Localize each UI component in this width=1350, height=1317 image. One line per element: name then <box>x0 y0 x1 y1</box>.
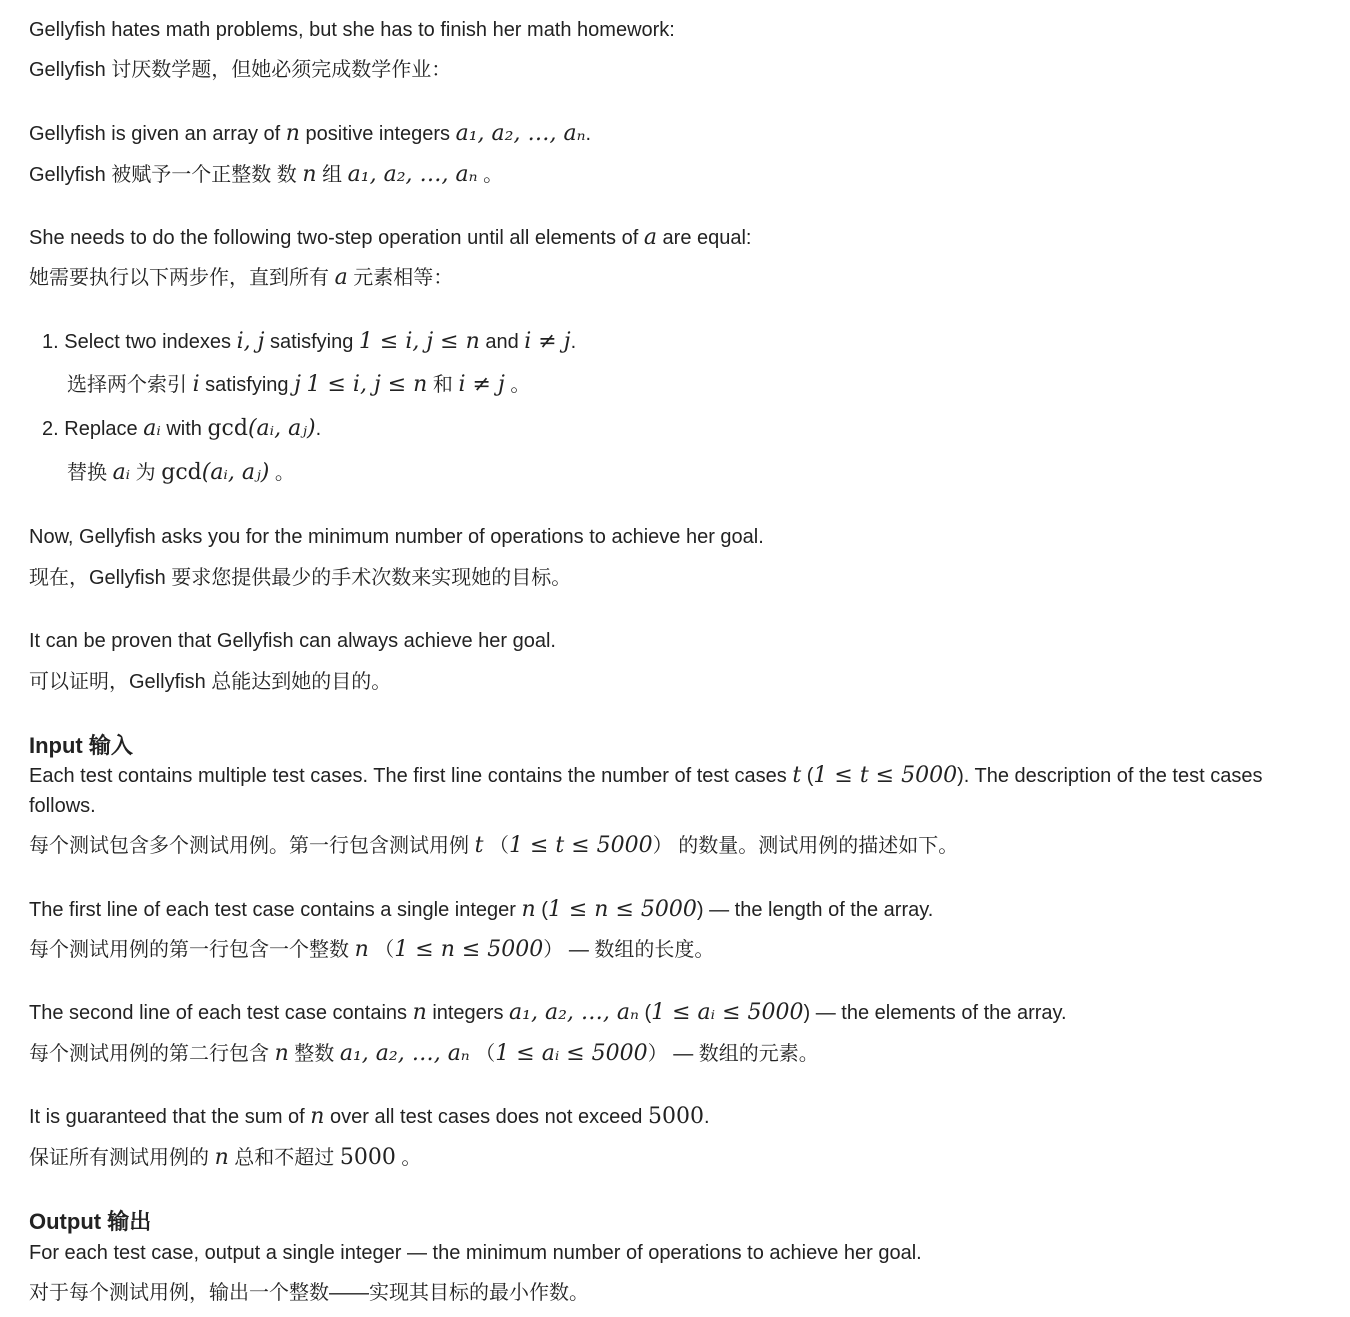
input-p2-en: The first line of each test case contains a single integer n (1 ≤ n ≤ 5000) — the length of the array. <box>29 897 934 922</box>
needs-zh: 她需要执行以下两步作，直到所有 a 元素相等： <box>29 265 454 290</box>
needs-en: She needs to do the following two-step operation until all elements of a are equal: <box>29 225 752 250</box>
input-p4-zh: 保证所有测试用例的 n 总和不超过 5000 。 <box>29 1145 422 1170</box>
given-zh: Gellyfish 被赋予一个正整数 数 n 组 a₁, a₂, …, aₙ 。 <box>29 162 504 187</box>
input-p3-zh: 每个测试用例的第二行包含 n 整数 a₁, a₂, …, aₙ （1 ≤ aᵢ ≤ 5000） — 数组的元素。 <box>29 1041 819 1066</box>
now-zh: 现在，Gellyfish 要求您提供最少的手术次数来实现她的目标。 <box>29 567 572 589</box>
input-p1-zh: 每个测试包含多个测试用例。第一行包含测试用例 t （1 ≤ t ≤ 5000） 的数量。测试用例的描述如下。 <box>29 833 959 858</box>
input-p3-en: The second line of each test case contains n integers a₁, a₂, …, aₙ (1 ≤ aᵢ ≤ 5000) — the elements of the array. <box>29 1000 1067 1025</box>
step-1-en: 1. Select two indexes i, j satisfying 1 ≤ i, j ≤ n and i ≠ j. <box>42 329 577 354</box>
intro-zh: Gellyfish 讨厌数学题，但她必须完成数学作业： <box>29 59 452 81</box>
proven-en: It can be proven that Gellyfish can always achieve her goal. <box>29 630 556 652</box>
given-en: Gellyfish is given an array of n positive integers a₁, a₂, …, aₙ. <box>29 121 592 146</box>
output-en: For each test case, output a single integer — the minimum number of operations to achieve her goal. <box>29 1242 922 1264</box>
input-p2-zh: 每个测试用例的第一行包含一个整数 n （1 ≤ n ≤ 5000） — 数组的长度。 <box>29 937 715 962</box>
output-heading: Output 输出 <box>29 1209 152 1234</box>
proven-zh: 可以证明，Gellyfish 总能达到她的目的。 <box>29 671 392 693</box>
step-2-en: 2. Replace aᵢ with gcd(aᵢ, aⱼ). <box>42 416 322 441</box>
intro-en: Gellyfish hates math problems, but she has to finish her math homework: <box>29 19 675 41</box>
input-p4-en: It is guaranteed that the sum of n over all test cases does not exceed 5000. <box>29 1104 710 1129</box>
step-2-zh: 替换 aᵢ 为 gcd(aᵢ, aⱼ) 。 <box>67 460 295 485</box>
input-heading: Input 输入 <box>29 733 133 758</box>
input-p1-en: Each test contains multiple test cases. The first line contains the number of test cases t (1 ≤ t ≤ 5000). The description of the test cases follows. <box>29 763 1263 817</box>
now-en: Now, Gellyfish asks you for the minimum number of operations to achieve her goal. <box>29 526 764 548</box>
step-1-zh: 选择两个索引 i satisfying j 1 ≤ i, j ≤ n 和 i ≠ j 。 <box>67 372 531 397</box>
output-zh: 对于每个测试用例，输出一个整数——实现其目标的最小作数。 <box>29 1282 589 1304</box>
